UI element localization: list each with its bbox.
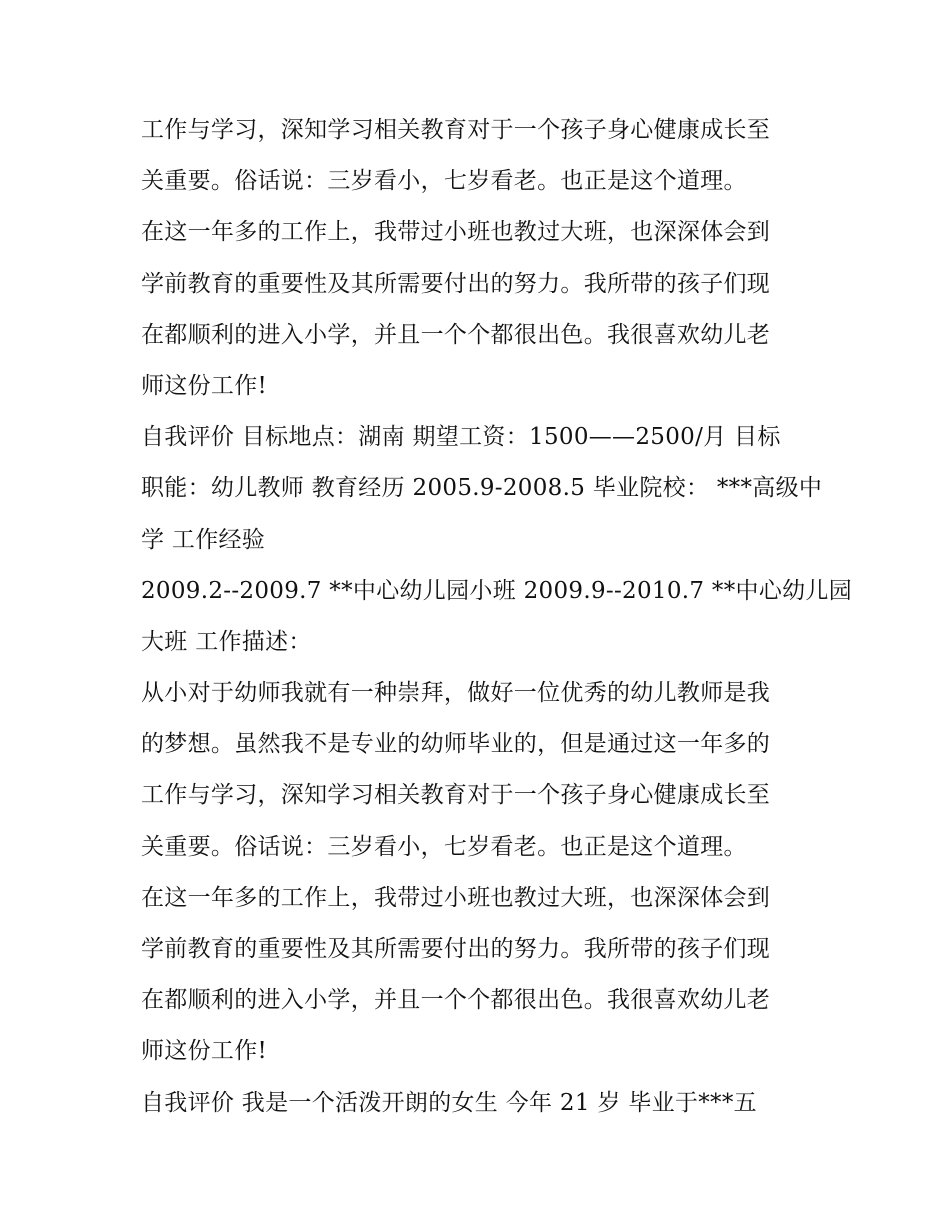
text-line: 学前教育的重要性及其所需要付出的努力。我所带的孩子们现	[141, 936, 771, 962]
text-line: 从小对于幼师我就有一种崇拜，做好一位优秀的幼儿教师是我	[141, 680, 771, 707]
text-line: 工作与学习，深知学习相关教育对于一个孩子身心健康成长至	[141, 117, 771, 143]
text-line: 工作与学习，深知学习相关教育对于一个孩子身心健康成长至	[141, 782, 771, 809]
text-line: 职能：幼儿教师 教育经历 2005.9-2008.5 毕业院校： ***高级中	[141, 475, 823, 502]
text-line: 师这份工作!	[141, 1038, 268, 1065]
text-line: 学 工作经验	[141, 526, 266, 553]
text-line: 学前教育的重要性及其所需要付出的努力。我所带的孩子们现	[141, 270, 771, 297]
text-line: 的梦想。虽然我不是专业的幼师毕业的，但是通过这一年多的	[141, 731, 771, 758]
text-line: 在这一年多的工作上，我带过小班也教过大班，也深深体会到	[141, 884, 771, 911]
text-line: 在都顺利的进入小学，并且一个个都很出色。我很喜欢幼儿老	[141, 321, 771, 348]
text-line: 大班 工作描述：	[141, 628, 312, 655]
text-line: 2009.2--2009.7 **中心幼儿园小班 2009.9--2010.7 **中心幼儿园	[141, 577, 853, 604]
text-line: 关重要。俗话说：三岁看小，七岁看老。也正是这个道理。	[141, 833, 747, 860]
text-line: 在都顺利的进入小学，并且一个个都很出色。我很喜欢幼儿老	[141, 987, 771, 1014]
text-line: 自我评价 我是一个活泼开朗的女生 今年 21 岁 毕业于***五	[141, 1089, 757, 1116]
text-line: 师这份工作!	[141, 372, 268, 399]
document-body	[141, 105, 853, 1129]
text-line: 自我评价 目标地点：湖南 期望工资：1500——2500/月 目标	[141, 424, 781, 451]
text-line: 在这一年多的工作上，我带过小班也教过大班，也深深体会到	[141, 219, 771, 246]
text-line: 关重要。俗话说：三岁看小，七岁看老。也正是这个道理。	[141, 168, 747, 195]
